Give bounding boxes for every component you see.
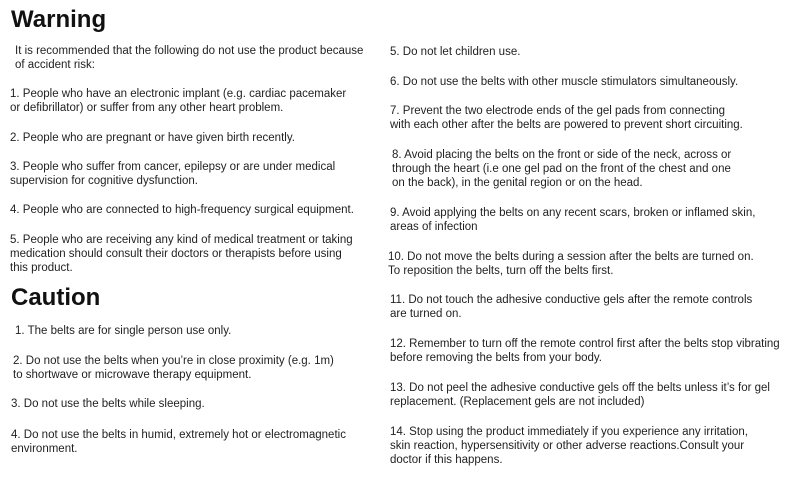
caution-item-9: 9. Avoid applying the belts on any recent scars, broken or inflamed skin, areas of infection (390, 207, 756, 233)
caution-item-7: 7. Prevent the two electrode ends of the gel pads from connecting with each other after the belts are powered to prevent short circuiting. (390, 105, 743, 131)
caution-item-11: 11. Do not touch the adhesive conductive gels after the remote controls are turned on. (390, 294, 753, 320)
caution-item-10: 10. Do not move the belts during a session after the belts are turned on. To reposition the belts, turn off the belts first. (388, 251, 754, 277)
caution-item-12: 12. Remember to turn off the remote control first after the belts stop vibrating before removing the belts from your body. (390, 338, 780, 364)
warning-item-3: 3. People who suffer from cancer, epilepsy or are under medical supervision for cognitive dysfunction. (10, 161, 336, 187)
warning-item-4: 4. People who are connected to high-frequency surgical equipment. (10, 204, 354, 216)
caution-item-1: 1. The belts are for single person use only. (15, 325, 232, 337)
warning-item-5: 5. People who are receiving any kind of medical treatment or taking medication should consult their doctors or therapists before using this product. (10, 234, 353, 274)
warning-item-2: 2. People who are pregnant or have given birth recently. (10, 132, 295, 144)
caution-item-4: 4. Do not use the belts in humid, extremely hot or electromagnetic environment. (11, 429, 346, 455)
caution-item-5: 5. Do not let children use. (390, 46, 521, 58)
caution-item-2: 2. Do not use the belts when you’re in close proximity (e.g. 1m) to shortwave or microwave therapy equipment. (13, 355, 334, 381)
caution-item-8: 8. Avoid placing the belts on the front or side of the neck, across or through the heart (i.e one gel pad on the front of the chest and one on the back), in the genital region or on the head. (392, 149, 732, 189)
caution-item-3: 3. Do not use the belts while sleeping. (11, 398, 205, 410)
caution-heading: Caution (11, 284, 101, 311)
caution-item-6: 6. Do not use the belts with other muscle stimulators simultaneously. (390, 76, 739, 88)
warning-intro: It is recommended that the following do not use the product because of accident risk: (15, 45, 364, 71)
warning-heading: Warning (11, 6, 107, 33)
caution-item-13: 13. Do not peel the adhesive conductive gels off the belts unless it’s for gel replacement. (Replacement gels are not included) (390, 382, 770, 408)
caution-item-14: 14. Stop using the product immediately if you experience any irritation, skin reaction, hypersensitivity or other adverse reactions.Consult your doctor if this happens. (390, 426, 748, 466)
warning-item-1: 1. People who have an electronic implant (e.g. cardiac pacemaker or defibrillator) or suffer from any other heart problem. (10, 88, 347, 114)
